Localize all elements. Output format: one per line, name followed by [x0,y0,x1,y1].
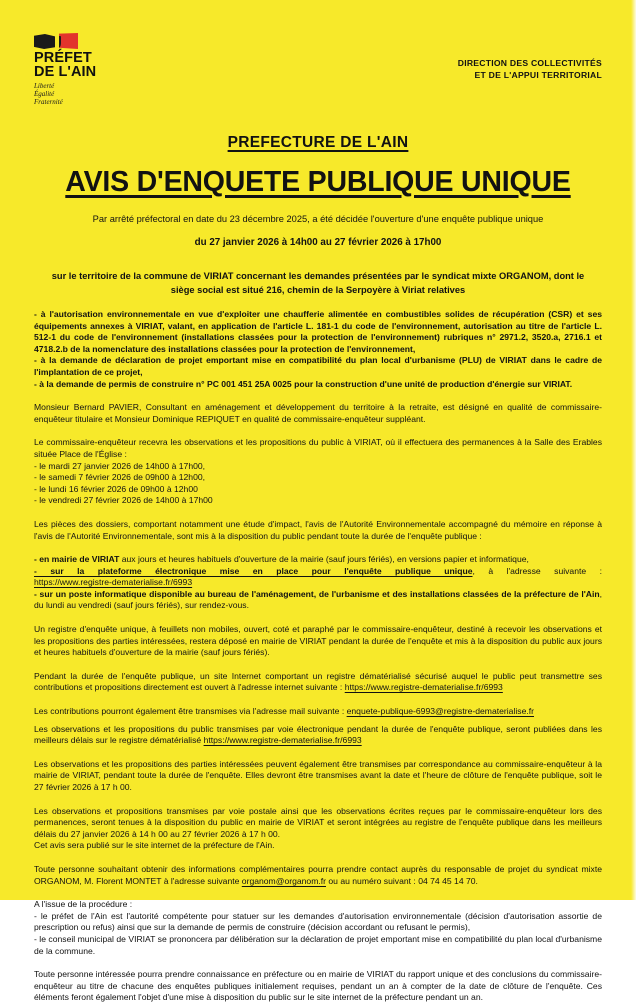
final-section [34,969,602,1004]
document-header [34,0,602,107]
availability-plateforme-label: - sur la plateforme électronique mise en place pour l'enquête publique unique [34,565,473,576]
issue-intro: A l'issue de la procédure : [34,899,133,910]
demande-item-1: - à l'autorisation environnementale en vue d'exploiter une chaufferie alimentée en combustibles solides de récupération (CSR) et ses équipements annexes à VIRIAT, valant, en application de l'article L. 181-1 du code de l'environnement, autorisation au titre de l'article L. 512-1 du code de l'environnement (installations classées pour la protection de l'environnement) rubriques n° 2971.2, 3520.a, 2716.1 et 4718.2.b de la nomenclature des installations classées pour la protection de l'environnement, [34,309,602,354]
permanence-item: - le mardi 27 janvier 2026 de 14h00 à 17h00, [34,460,206,471]
republic-motto [34,82,154,107]
registre-dematerialise-link[interactable]: https://www.registre-dematerialise.fr/6993 [34,577,193,588]
contact-text-after: ou au numéro suivant : 04 74 45 14 70. [326,875,478,886]
registre-mail-paragraph [34,706,602,718]
demande-item-3: - à la demande de permis de construire n° PC 001 451 25A 0025 pour la construction d'une unité de production d'énergie sur VIRIAT. [34,378,573,389]
registre-site-section [34,671,602,694]
registre-paragraph: Un registre d'enquête unique, à feuillets non mobiles, ouvert, coté et paraphé par le commissaire-enquêteur, destiné à recevoir les observations et les propositions des parties intéressées, restera déposé en mairie de VIRIAT pendant la durée de l'enquête et mis à la disposition du public aux jours et heures habituels d'ouverture de la mairie (sauf jours fériés). [34,624,602,658]
issue-procedure-section [34,899,602,957]
motto-liberte: Liberté [34,82,55,90]
demandes-list [34,309,602,390]
contact-email-link[interactable]: enquete-publique-6993@registre-dematerialise.fr [346,706,534,717]
commissaire-section [34,402,602,425]
registre-publication-text: Les observations et les propositions du public transmises par voie électronique pendant la durée de l'enquête publique, seront publiées dans les meilleurs délais sur le registre dématérialisé [34,723,602,746]
registre-publication-section [34,724,602,747]
department-line-2: ET DE L'APPUI TERRITORIAL [474,69,602,80]
availability-plateforme [34,566,602,578]
department-line-1: DIRECTION DES COLLECTIVITÉS [457,58,602,68]
registre-site-paragraph [34,671,602,694]
permanences-section [34,437,602,507]
contact-text-before: Toute personne souhaitant obtenir des informations complémentaires pourra prendre contact auprès du responsable de projet du syndicat mixte ORGANOM, M. Florent MONTET à l'adresse suivante [34,863,602,886]
contact-paragraph [34,864,602,887]
availability-mairie-detail: aux jours et heures habituels d'ouverture de la mairie (sauf jours fériés), en versions papier et informatique, [119,554,529,565]
arrete-statement: Par arrêté préfectoral en date du 23 décembre 2025, a été décidée l'ouverture d'une enquête publique unique [92,214,544,224]
availability-poste-label: - sur un poste informatique disponible au bureau de l'aménagement, de l'urbanisme et des installations classées de la préfecture de l'Ain [34,588,600,599]
organom-email-link[interactable]: organom@organom.fr [241,875,326,886]
contact-section [34,864,602,887]
page-title: AVIS D'ENQUETE PUBLIQUE UNIQUE [65,166,571,198]
issue-item-2: - le conseil municipal de VIRIAT se prononcera par délibération sur la déclaration de projet emportant mise en compatibilité du plan local d'urbanisme de la commune. [34,933,602,956]
motto-egalite: Égalité [34,90,55,99]
enquiry-scope: sur le territoire de la commune de VIRIAT concernant les demandes présentées par le syndicat mixte ORGANOM, dont le siège social est situé 216, chemin de la Serpoyère à Viriat relatives [51,271,585,295]
brand-name-line1: PRÉFET [34,50,92,66]
avis-publication-note: Cet avis sera publié sur le site internet de la préfecture de l'Ain. [34,840,275,851]
availability-plateforme-detail: , à l'adresse suivante : [472,565,602,576]
flag-black-shape [34,34,55,49]
correspondance-section [34,759,602,794]
correspondance-paragraph: Les observations et les propositions des parties intéressées peuvent également être transmises par correspondance au commissaire-enquêteur à la mairie de VIRIAT, pendant toute la durée de l'enquête. Elles devront être transmises avant la date et l'heure de clôture de l'enquête publique, soit le 27 février 2026 à 17 h 00. [34,758,602,792]
prefecture-title: PREFECTURE DE L'AIN [227,134,409,151]
prefecture-branding [34,32,154,107]
permanence-item: - le samedi 7 février 2026 de 09h00 à 12h00, [34,472,206,483]
availability-mairie [34,554,602,566]
final-paragraph: Toute personne intéressée pourra prendre connaissance en préfecture ou en mairie de VIRIAT du rapport unique et des conclusions du commissaire-enquêteur au titre de chacune des enquêtes publiques initialement requises, pendant un an à compter de la date de clôture de l'enquête. Ces éléments feront également l'objet d'une mise à disposition du public sur le site internet de la préfecture pendant un an. [34,969,602,1003]
dossiers-section [34,519,602,542]
availability-poste-detail: , du lundi au vendredi (sauf jours fériés), sur rendez-vous. [34,588,602,611]
brand-name-line2: DE L'AIN [34,63,97,80]
motto-fraternite: Fraternité [34,98,63,107]
commissaire-designation: Monsieur Bernard PAVIER, Consultant en aménagement et développement du territoire à la retraite, est désigné en qualité de commissaire-enquêteur titulaire et Monsieur Dominique REPIQUET en qualité de commissaire-enquêteur suppléant. [34,402,602,424]
voie-postale-section [34,806,602,852]
permanence-item: - le vendredi 27 février 2026 de 14h00 à 17h00 [34,495,213,506]
enquiry-period: du 27 janvier 2026 à 14h00 au 27 février 2026 à 17h00 [194,237,442,248]
issue-item-1: - le préfet de l'Ain est l'autorité compétente pour statuer sur les demandes d'autorisation environnementale (décision d'autorisation assortie de prescription ou refus) ainsi que sur la demande de permis de construire (décision accordant ou refusant le permis), [34,910,602,933]
marianne-flag-icon [34,32,154,49]
flag-red-shape [59,33,78,49]
registre-publication-paragraph [34,724,602,747]
availability-mairie-label: - en mairie de VIRIAT [34,554,120,565]
permanence-item: - le lundi 16 février 2026 de 09h00 à 12h00 [34,483,198,494]
registre-publication-link[interactable]: https://www.registre-dematerialise.fr/6993 [203,735,362,746]
dossiers-availability-list [34,554,602,612]
demande-item-2: - à la demande de déclaration de projet emportant mise en compatibilité du plan local d'urbanisme (PLU) de VIRIAT dans le cadre de l'implantation de ce projet, [34,355,602,377]
availability-poste [34,589,602,612]
availability-plateforme-url-row [34,577,602,589]
permanences-intro: Le commissaire-enquêteur recevra les observations et les propositions du public à VIRIAT, où il effectuera des permanences à la Salle des Erables située Place de l'Église : [34,437,602,459]
registre-site-link[interactable]: https://www.registre-dematerialise.fr/6993 [344,682,503,693]
brand-name [34,52,154,79]
registre-mail-section [34,706,602,718]
registre-section [34,624,602,659]
voie-postale-paragraph: Les observations et propositions transmises par voie postale ainsi que les observations écrites reçues par le commissaire-enquêteur lors des permanences, seront tenues à la disposition du public en mairie de VIRIAT et seront intégrées au registre de l'enquête publique dans les meilleurs délais du 27 janvier 2026 à 14 h 00 au 27 février 2026 à 17 h 00. [34,805,602,839]
issuing-department [458,32,602,81]
registre-site-text: Pendant la durée de l'enquête publique, un site Internet comportant un registre dématérialisé sécurisé auquel le public peut transmettre ses contributions et propositions directement est ouvert à l'adresse internet suivante : [34,670,602,693]
dossiers-intro: Les pièces des dossiers, comportant notamment une étude d'impact, l'avis de l'Autorité Environnementale accompagné du mémoire en réponse à l'avis de l'Autorité Environnementale, sont mis à la disposition du public pendant toute la durée de l'enquête publique : [34,518,602,541]
registre-mail-text: Les contributions pourront également être transmises via l'adresse mail suivante : [34,706,347,717]
